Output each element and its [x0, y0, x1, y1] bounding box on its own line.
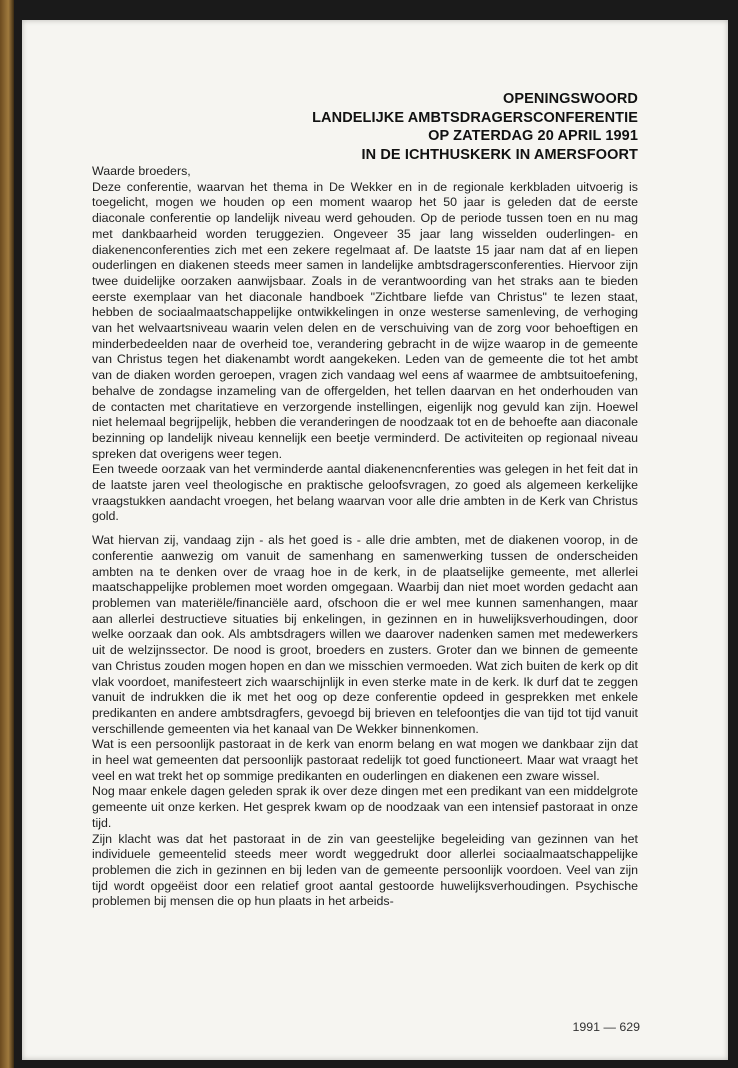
article-heading	[92, 90, 638, 164]
heading-line-1: OPENINGSWOORD	[502, 91, 638, 107]
document-page	[22, 20, 728, 1060]
paragraph-1: Deze conferentie, waarvan het thema in De Wekker en in de regionale kerkbladen uitvoerig is toegelicht, mogen we houden op een moment waarop het 50 jaar is geleden dat de eerste diaconale conferentie op landelijk niveau werd gehouden. Op de periode tussen toen en nu mag met dankbaarheid worden teruggezien. Ongeveer 35 jaar lang wisselden ouderlingen- en diakenenconferenties zich met een zekere regelmaat af. De laatste 15 jaar nam dat af en liepen ouderlingen en diakenen steeds meer samen in landelijke ambtsdragersconferenties. Hiervoor zijn twee duidelijke oorzaken aanwijsbaar. Zoals in de verantwoording van het straks aan te bieden eerste exemplaar van het diaconale handboek "Zichtbare liefde van Christus" te lezen staat, hebben de sociaalmaatschappelijke ontwikkelingen in onze westerse samenleving, de verhoging van het welvaartsniveau waarin velen delen en de verschuiving van de zorg voor behoeftigen en minderbedeelden naar de overheid toe, verandering gebracht in de wijze waarop in de gemeente van Christus tegen het diakenambt wordt aangekeken. Leden van de gemeente die tot het ambt van de diaken worden geroepen, vragen zich vandaag wel eens af waarmee de ambtsuitoefening, behalve de zondagse inzameling van de offergelden, het tellen daarvan en het onderhouden van de contacten met charitatieve en verzorgende instellingen, eigenlijk nog gevuld kan zijn. Hoewel niet helemaal begrijpelijk, hebben die veranderingen de noodzaak tot en de behoefte aan diaconale bezinning op landelijk niveau kennelijk een beetje verminderd. De activiteiten op regionaal niveau spreken dat overigens weer tegen.	[92, 179, 638, 461]
article-body	[92, 164, 638, 910]
book-spine-edge	[0, 0, 14, 1068]
page-content	[92, 90, 638, 910]
paragraph-4: Wat is een persoonlijk pastoraat in de kerk van enorm belang en wat mogen we dankbaar zijn dat in heel wat gemeenten dat persoonlijk pastoraat redelijk tot goed functioneert. Maar wat vraagt het veel en wat trekt het op sommige predikanten en ouderlingen en diakenen een zware wissel.	[92, 737, 638, 783]
salutation: Waarde broeders,	[92, 164, 191, 178]
heading-line-4: IN DE ICHTHUSKERK IN AMERSFOORT	[361, 146, 638, 163]
heading-line-2: LANDELIJKE AMBTSDRAGERSCONFERENTIE	[312, 109, 638, 126]
paragraph-3: Wat hiervan zij, vandaag zijn - als het goed is - alle drie ambten, met de diakenen voorop, in de conferentie aanwezig om vanuit de samenhang en samenwerking tussen de onderscheiden ambten na te denken over de vraag hoe in de kerk, in de plaatselijke gemeente, met allerlei maatschappelijke problemen moet worden omgegaan. Waarbij dan niet moet worden gedacht aan problemen van materiële/financiële aard, ofschoon die er wel mee kunnen samenhangen, maar aan allerlei destructieve situaties bij enkelingen, in gezinnen en in huwelijksverhoudingen, door welke oorzaak dan ook. Als ambtsdragers willen we daarover nadenken samen met medewerkers uit de welzijnssector. De nood is groot, broeders en zusters. Groter dan we binnen de gemeente van Christus zouden mogen hopen en dan we misschien vermoeden. Wat zich buiten de kerk op dit vlak voordoet, manifesteert zich waarschijnlijk in even sterke mate in de kerk. Ik durf dat te zeggen vanuit de indrukken die ik met het oog op deze conferentie opdeed in gesprekken met enkele predikanten en andere ambtsdragfers, gevoegd bij brieven en telefoontjes die van tijd tot tijd vanuit verschillende gemeenten via het kanaal van De Wekker binnenkomen.	[92, 533, 638, 736]
heading-line-3: OP ZATERDAG 20 APRIL 1991	[428, 128, 638, 144]
paragraph-5: Nog maar enkele dagen geleden sprak ik over deze dingen met een predikant van een middelgrote gemeente uit onze kerken. Het gesprek kwam op de noodzaak van een intensief pastoraat in onze tijd.	[92, 784, 638, 830]
page-number: 1991 — 629	[572, 1020, 640, 1034]
paragraph-6: Zijn klacht was dat het pastoraat in de zin van geestelijke begeleiding van gezinnen van het individuele gemeentelid steeds meer wordt weggedrukt door allerlei sociaalmaatschappelijke problemen die zich in gezinnen en bij leden van de gemeente persoonlijk voordoen. Veel van zijn tijd wordt opgeëist door een relatief groot aantal gestoorde huwelijksverhoudingen. Psychische problemen bij mensen die op hun plaats in het arbeids-	[92, 831, 638, 909]
paragraph-2: Een tweede oorzaak van het verminderde aantal diakenencnferenties was gelegen in het feit dat in de laatste jaren veel theologische en praktische geloofsvragen, zo goed als algemeen kerkelijke vraagstukken aandacht vroegen, het belang waarvan voor alle drie ambten in de Kerk van Christus gold.	[92, 462, 638, 524]
